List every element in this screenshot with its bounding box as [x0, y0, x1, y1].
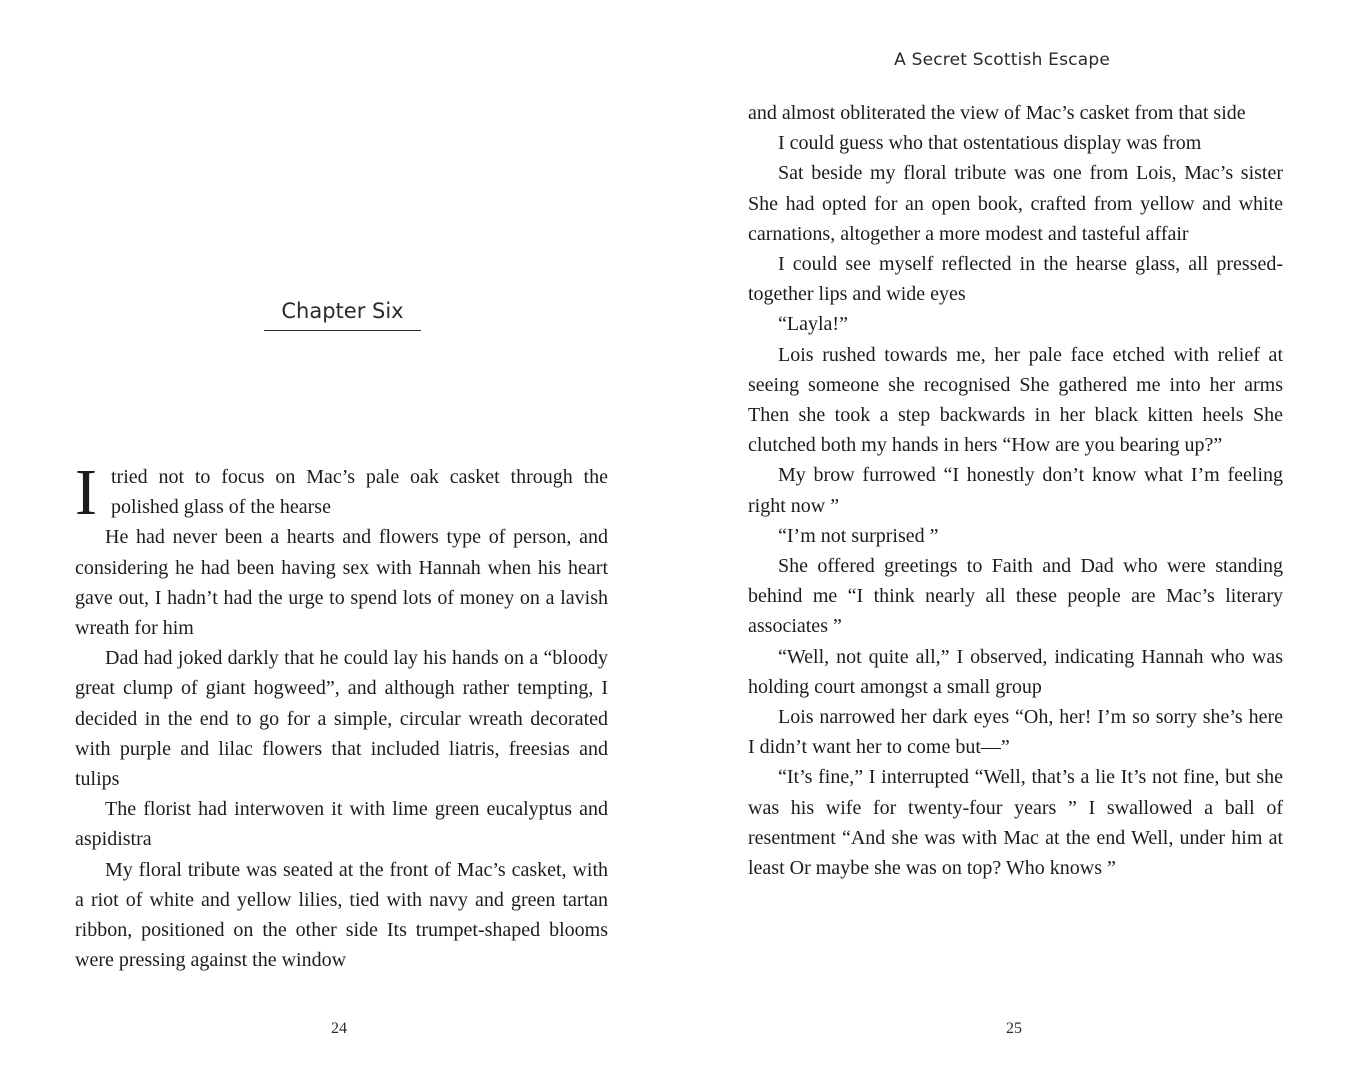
paragraph: She offered greetings to Faith and Dad who were standing behind me “I think nearly all these people are Mac’s literary associates ”: [748, 555, 1283, 638]
paragraph: “Well, not quite all,” I observed, indicating Hannah who was holding court amongst a small group: [748, 645, 1283, 698]
paragraph: Lois narrowed her dark eyes “Oh, her! I’m so sorry she’s here I didn’t want her to come but—”: [748, 706, 1283, 759]
page-number-left: 24: [331, 1020, 347, 1037]
paragraph: Lois rushed towards me, her pale face etched with relief at seeing someone she recognised She gathered me into her arms Then she took a step backwards in her black kitten heels She clutched both my hands in hers “How are you bearing up?”: [748, 343, 1283, 457]
paragraph: My brow furrowed “I honestly don’t know what I’m feeling right now ”: [748, 464, 1283, 517]
paragraph: My floral tribute was seated at the front of Mac’s casket, with a riot of white and yellow lilies, tied with navy and green tartan ribbon, positioned on the other side Its trumpet-shaped blooms were pressing against the window: [75, 858, 608, 972]
paragraph: The florist had interwoven it with lime green eucalyptus and aspidistra: [75, 798, 608, 851]
page-number-right: 25: [1006, 1020, 1022, 1037]
opening-paragraph: [75, 456, 608, 529]
running-head: A Secret Scottish Escape: [894, 50, 1110, 70]
paragraph: Sat beside my floral tribute was one from Lois, Mac’s sister She had opted for an open book, crafted from yellow and white carnations, altogether a more modest and tasteful affair: [748, 162, 1283, 245]
paragraph: Dad had joked darkly that he could lay his hands on a “bloody great clump of giant hogweed”, and although rather tempting, I decided in the end to go for a simple, circular wreath decorated with purple and lilac flowers that included liatris, freesias and tulips: [75, 647, 608, 791]
drop-cap: I: [75, 456, 97, 529]
paragraph: and almost obliterated the view of Mac’s casket from that side: [748, 102, 1246, 124]
paragraph: I could guess who that ostentatious display was from: [778, 132, 1202, 155]
right-page-body: [748, 98, 1283, 883]
left-page-body: [75, 456, 608, 975]
paragraph: He had never been a hearts and flowers type of person, and considering he had been having sex with Hannah when his heart gave out, I hadn’t had the urge to spend lots of money on a lavish wreath for him: [75, 526, 608, 640]
paragraph: “It’s fine,” I interrupted “Well, that’s a lie It’s not fine, but she was his wife for twenty-four years ” I swallowed a ball of resentment “And she was with Mac at the end Well, under him at least Or maybe she was on top? Who knows ”: [748, 766, 1283, 880]
paragraph: “I’m not surprised ”: [778, 524, 939, 547]
chapter-title: Chapter Six: [264, 299, 421, 331]
opening-paragraph-text: tried not to focus on Mac’s pale oak casket through the polished glass of the hearse: [111, 466, 608, 519]
right-page: [683, 0, 1367, 1080]
paragraph: “Layla!”: [778, 313, 848, 336]
paragraph: I could see myself reflected in the hearse glass, all pressed-together lips and wide eyes: [748, 253, 1283, 306]
left-page: [0, 0, 683, 1080]
